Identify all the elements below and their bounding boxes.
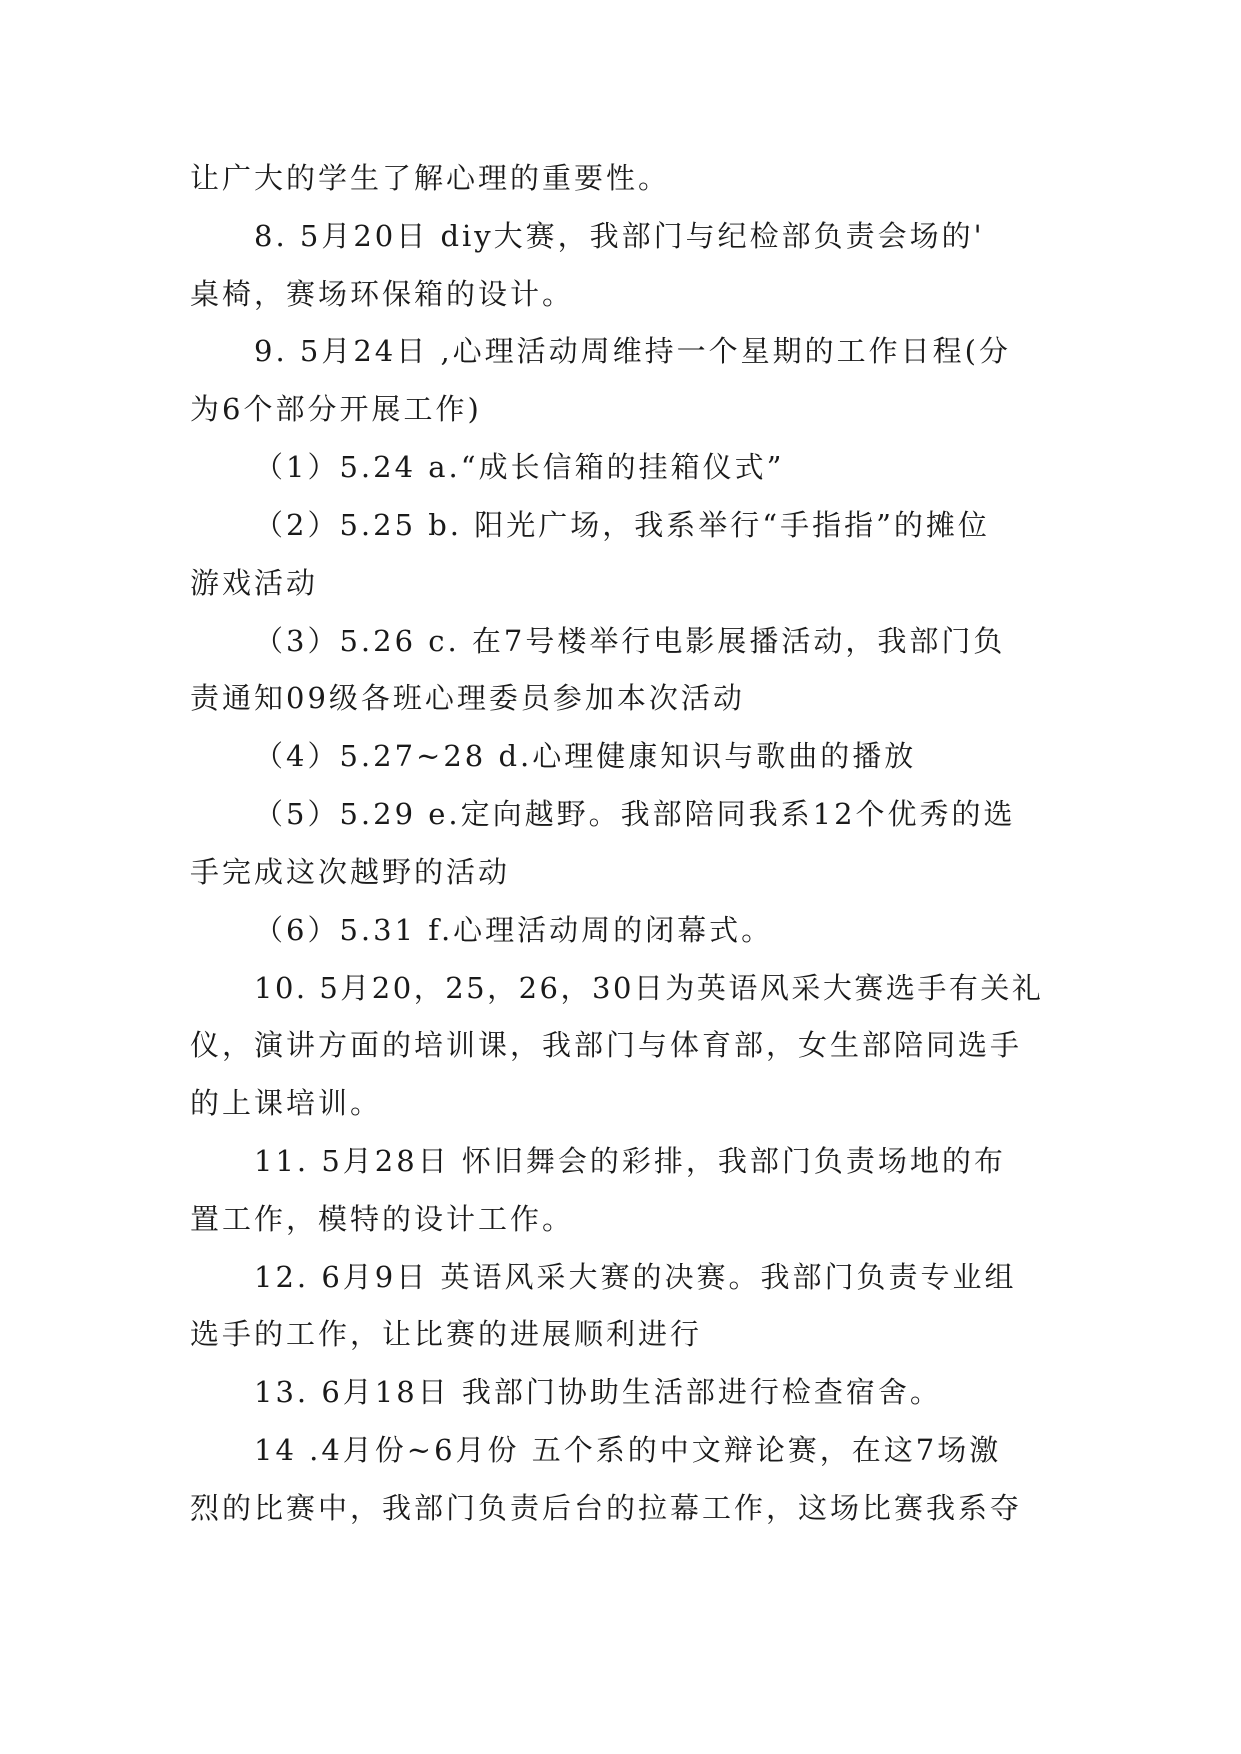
text-line-20: 12. 6月9日 英语风采大赛的决赛。我部门负责专业组 <box>254 1260 1017 1294</box>
text-line-24: 烈的比赛中，我部门负责后台的拉幕工作，这场比赛我系夺 <box>190 1491 1023 1525</box>
text-line-5: 为6个部分开展工作) <box>190 392 482 426</box>
text-line-19: 置工作，模特的设计工作。 <box>190 1202 575 1236</box>
text-line-23: 14 .4月份~6月份 五个系的中文辩论赛，在这7场激 <box>254 1433 1002 1467</box>
text-line-9: （3）5.26 c. 在7号楼举行电影展播活动，我部门负 <box>254 624 1006 658</box>
text-line-12: （5）5.29 e.定向越野。我部陪同我系12个优秀的选 <box>254 797 1016 831</box>
text-line-15: 10. 5月20，25，26，30日为英语风采大赛选手有关礼 <box>254 971 1044 1005</box>
text-line-13: 手完成这次越野的活动 <box>190 855 511 889</box>
text-line-21: 选手的工作，让比赛的进展顺利进行 <box>190 1317 703 1351</box>
text-line-10: 责通知09级各班心理委员参加本次活动 <box>190 681 745 715</box>
text-line-6: （1）5.24 a.“成长信箱的挂箱仪式” <box>254 450 785 484</box>
text-line-4: 9. 5月24日 ,心理活动周维持一个星期的工作日程(分 <box>254 334 1011 368</box>
text-line-22: 13. 6月18日 我部门协助生活部进行检查宿舍。 <box>254 1375 942 1409</box>
text-line-2: 8. 5月20日 diy大赛，我部门与纪检部负责会场的' <box>254 219 985 253</box>
text-line-18: 11. 5月28日 怀旧舞会的彩排，我部门负责场地的布 <box>254 1144 1006 1178</box>
text-line-7: （2）5.25 b. 阳光广场，我系举行“手指指”的摊位 <box>254 508 990 542</box>
text-line-8: 游戏活动 <box>190 566 319 600</box>
text-line-11: （4）5.27~28 d.心理健康知识与歌曲的播放 <box>254 739 917 773</box>
text-line-1: 让广大的学生了解心理的重要性。 <box>190 161 671 195</box>
text-line-14: （6）5.31 f.心理活动周的闭幕式。 <box>254 913 774 947</box>
text-line-16: 仪，演讲方面的培训课，我部门与体育部，女生部陪同选手 <box>190 1028 1023 1062</box>
text-line-17: 的上课培训。 <box>190 1086 383 1120</box>
text-line-3: 桌椅，赛场环保箱的设计。 <box>190 277 575 311</box>
